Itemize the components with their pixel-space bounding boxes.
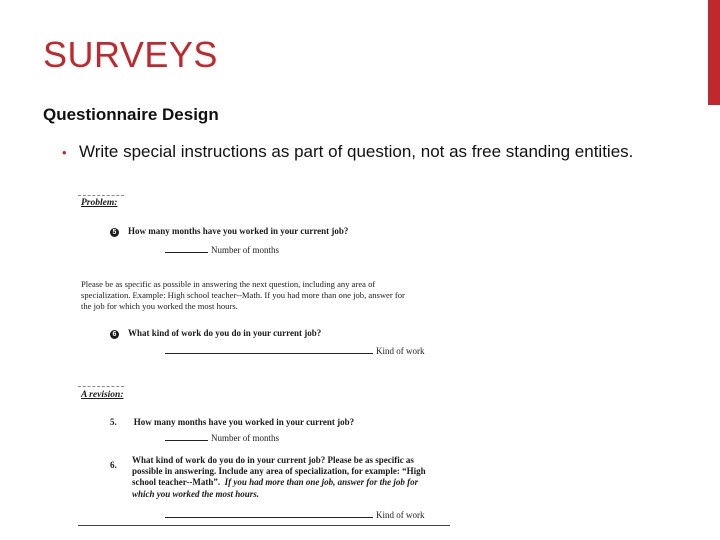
instruction-line: Please be as specific as possible in answering the next question, including any area of — [81, 279, 376, 289]
problem-q6 — [110, 323, 321, 341]
answer-blank — [165, 440, 208, 441]
revision-q6-response-label: Kind of work — [376, 510, 425, 520]
slide-subtitle: Questionnaire Design — [43, 105, 219, 124]
bullet-text: Write special instructions as part of question, not as free standing entities. — [79, 142, 634, 161]
instruction-line: the job for which you worked the most hours. — [81, 300, 238, 311]
bullet-item — [62, 140, 699, 165]
divider — [78, 195, 124, 196]
bottom-rule — [78, 525, 450, 526]
problem-q5 — [110, 221, 348, 239]
problem-q6-response-label: Kind of work — [376, 346, 425, 356]
accent-bar — [708, 0, 720, 105]
answer-blank — [165, 353, 373, 354]
answer-blank — [165, 517, 373, 518]
slide-title: SURVEYS — [43, 34, 218, 75]
problem-instructions — [81, 279, 405, 311]
problem-q5-response-label: Number of months — [211, 245, 279, 255]
problem-q5-text: How many months have you worked in your current job? — [128, 226, 349, 236]
answer-blank — [165, 252, 208, 253]
revision-q5-response — [165, 433, 279, 443]
scanned-questionnaire-image — [78, 193, 453, 533]
question-number-badge: 6 — [110, 330, 119, 339]
divider — [78, 386, 124, 387]
revision-q6-number: 6. — [110, 460, 117, 470]
revision-q5-text: How many months have you worked in your current job? — [133, 417, 355, 427]
instruction-line: specialization. Example: High school teacher--Math. If you had more than one job, answer for — [81, 289, 405, 300]
revision-q6-text: What kind of work do you do in your current job? Please be as specific as possible in answering. Include any area of specialization, for example: “High school teacher--Math”. If you had more than one job, answer for the job for which you worked the most hours. — [132, 455, 426, 499]
revision-q5-response-label: Number of months — [211, 433, 279, 443]
question-number: 5. — [110, 417, 117, 427]
bullet-icon: • — [62, 145, 67, 160]
problem-heading: Problem: — [81, 198, 118, 208]
revision-heading: A revision: — [81, 390, 124, 400]
problem-q6-response — [165, 346, 425, 356]
problem-q6-text: What kind of work do you do in your current job? — [128, 328, 322, 338]
revision-q5 — [110, 412, 354, 430]
revision-q6-response — [165, 510, 425, 520]
problem-q5-response — [165, 245, 279, 255]
question-number-badge: 5 — [110, 228, 119, 237]
